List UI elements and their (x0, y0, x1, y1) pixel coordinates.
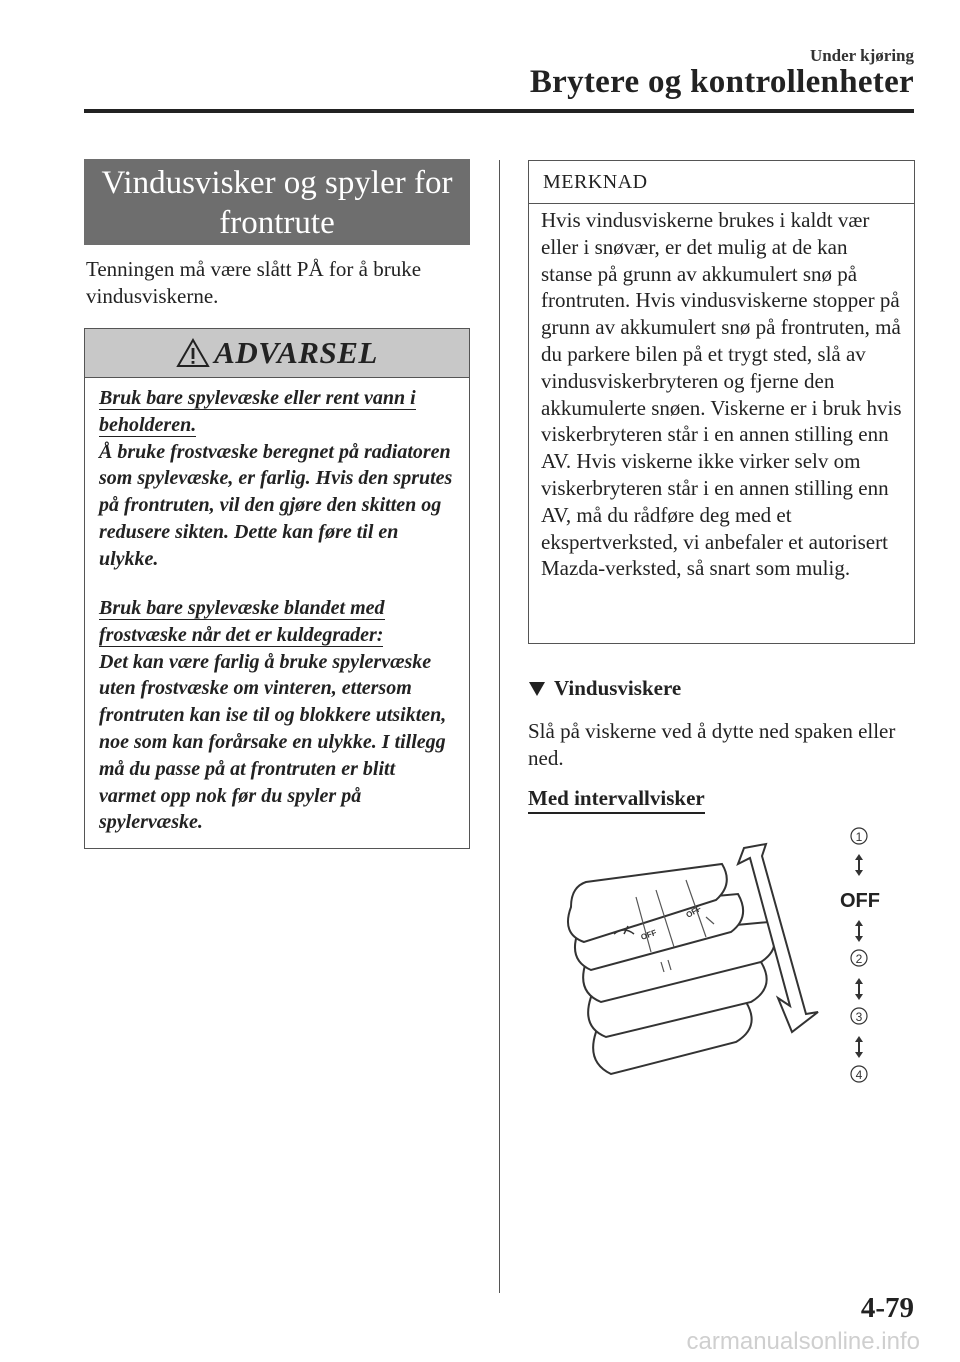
page-number: 4-79 (860, 1292, 914, 1324)
page-title-line2: frontrute (219, 205, 335, 241)
interval-wiper-label: Med intervallvisker (528, 786, 705, 814)
warning-heading-1: Bruk bare spylevæske eller rent vann i beholderen. (99, 387, 416, 436)
position-2-label: 2 (855, 952, 863, 966)
warning-text-2: Det kan være farlig å bruke spylervæske uten frostvæske om vinteren, ettersom frontruten kan ise til og blokkere utsikten, noe som kan forårsake en ulykke. I tillegg må du passe på at frontruten er blitt varmet opp nok før du spyler på spylervæske. (99, 650, 447, 834)
page-title-line1: Vindusvisker og spyler for (101, 165, 453, 201)
intro-text: Tenningen må være slått PÅ for å bruke vindusviskerne. (86, 257, 422, 308)
warning-heading-2: Bruk bare spylevæske blandet med frostvæske når det er kuldegrader: (99, 597, 385, 646)
note-text: Hvis vindusviskerne brukes i kaldt vær eller i snøvær, er det mulig at de kan stanse på grunn av akkumulert snø på frontruten. Hvis vindusviskerne stopper på grunn av akkumulert snø på frontruten, må du parkere bilen på et trygt sted, slå av vindusviskerbryteren og fjerne den akkumulerte snøen. Viskerne er i bruk hvis viskerbryteren står i en annen stilling enn AV. Hvis viskerne ikke virker selv om viskerbryteren står i en annen stilling enn AV, må du rådføre deg med et ekspertverksted, vi anbefaler et autorisert Mazda-verksted, så snart som mulig. (541, 208, 902, 581)
position-1-label: 1 (855, 830, 863, 844)
position-off-label: OFF (840, 890, 880, 912)
warning-box (84, 328, 470, 849)
note-header: MERKNAD (529, 161, 914, 204)
warning-paragraph-1 (99, 385, 455, 573)
warning-text-1: Å bruke frostvæske beregnet på radiatoren som spylevæske, er farlig. Hvis den sprutes på frontruten, vil den gjøre den skitten og redusere sikten. Dette kan føre til en ulykke. (99, 440, 453, 570)
watermark: carmanualsonline.info (686, 1328, 920, 1355)
lever-mark-off-1: OFF (639, 927, 658, 942)
section-title-header: Brytere og kontrollenheter (529, 64, 914, 100)
wiper-lever-illustration (556, 822, 886, 1084)
chapter-label: Under kjøring (809, 46, 914, 65)
position-labels (840, 828, 880, 1082)
position-4-label: 4 (855, 1068, 863, 1082)
warning-triangle-icon (176, 338, 210, 368)
page-title (84, 159, 470, 245)
wipers-subheading (528, 676, 681, 701)
warning-paragraph-2 (99, 595, 455, 836)
note-box (528, 160, 915, 644)
position-3-label: 3 (855, 1010, 863, 1024)
header-rule (84, 109, 914, 113)
lever-mark-off-2: OFF (684, 903, 703, 920)
warning-header (85, 329, 469, 378)
warning-label: ADVARSEL (214, 335, 378, 370)
wipers-instruction: Slå på viskerne ved å dytte ned spaken eller ned. (528, 719, 896, 770)
triangle-down-icon (528, 681, 546, 697)
column-divider (499, 160, 500, 1293)
wipers-subheading-label: Vindusviskere (554, 676, 682, 700)
